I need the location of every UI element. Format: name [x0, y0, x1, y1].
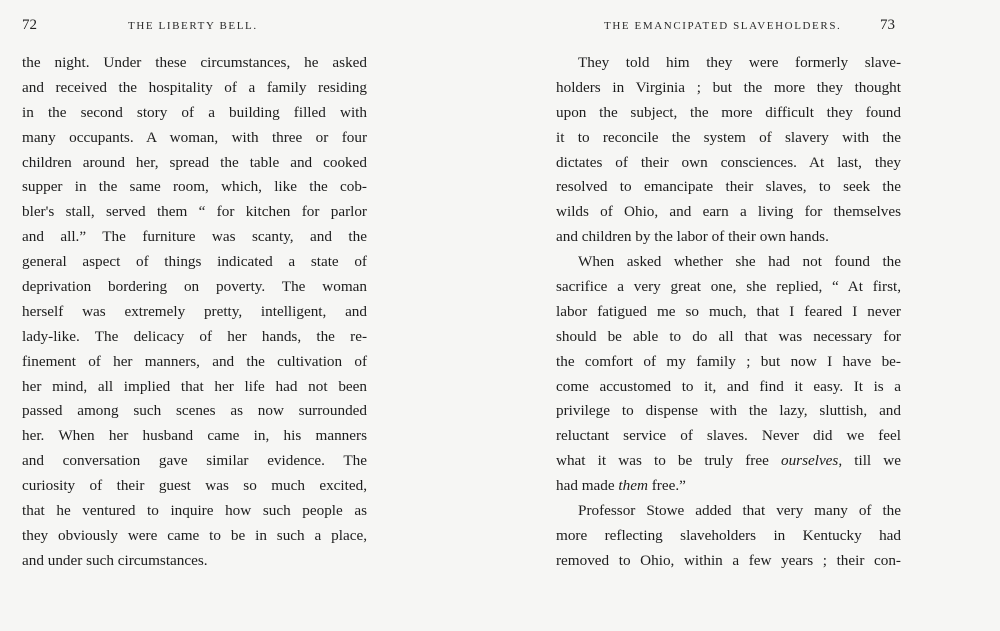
text-line: many occupants. A woman, with three or four [22, 128, 367, 146]
text-line: they obviously were came to be in such a place, [22, 526, 367, 544]
text-line: that he ventured to inquire how such people as [22, 502, 367, 520]
text-line [556, 449, 901, 474]
text-segment: , till we [838, 452, 901, 470]
text-line: herself was extremely pretty, intelligent, and [22, 302, 367, 320]
text-line: supper in the same room, which, like the cob- [22, 178, 367, 196]
italic-text: them [618, 477, 648, 495]
text-line: it to reconcile the system of slavery with the [556, 128, 901, 146]
text-line: more reflecting slaveholders in Kentucky had [556, 526, 901, 544]
text-segment: had made [556, 477, 615, 495]
text-line: Professor Stowe added that very many of the [578, 502, 901, 520]
text-segment: what it was to be truly free [556, 452, 769, 470]
text-line: and under such circumstances. [22, 551, 208, 569]
running-head: THE EMANCIPATED SLAVEHOLDERS. [604, 20, 842, 32]
text-line: reluctant service of slaves. Never did we feel [556, 427, 901, 445]
text-line: her mind, all implied that her life had not been [22, 377, 367, 395]
italic-text: ourselves [780, 452, 839, 470]
right-page [500, 0, 1000, 631]
text-line: passed among such scenes as now surrounded [22, 402, 367, 420]
text-line: the night. Under these circumstances, he asked [22, 54, 367, 71]
text-line: When asked whether she had not found the [578, 253, 901, 271]
text-line: her. When her husband came in, his manners [22, 427, 367, 445]
running-head: THE LIBERTY BELL. [128, 20, 258, 32]
page-number: 73 [880, 17, 895, 33]
text-line: lady-like. The delicacy of her hands, the re- [22, 327, 367, 345]
page-body [556, 51, 901, 574]
text-line: labor fatigued me so much, that I feared I never [556, 302, 901, 320]
text-line: removed to Ohio, within a few years ; their con- [556, 551, 901, 569]
text-line: and all.” The furniture was scanty, and the [22, 228, 367, 246]
text-line: privilege to dispense with the lazy, sluttish, and [556, 402, 901, 420]
text-line: in the second story of a building filled with [22, 103, 367, 121]
text-line: and conversation gave similar evidence. The [22, 452, 367, 470]
text-line: finement of her manners, and the cultivation of [22, 352, 367, 370]
text-line: dictates of their own consciences. At last, they [556, 153, 901, 171]
text-line: come accustomed to it, and find it easy. It is a [556, 377, 901, 395]
text-line: curiosity of their guest was so much excited, [22, 477, 367, 495]
text-line: upon the subject, the more difficult they found [556, 103, 901, 121]
text-line: and children by the labor of their own hands. [556, 228, 829, 246]
text-line: resolved to emancipate their slaves, to seek the [556, 178, 901, 196]
text-line: bler's stall, served them “ for kitchen for parlor [22, 203, 367, 221]
text-line: should be able to do all that was necessary for [556, 327, 901, 345]
text-line: general aspect of things indicated a state of [22, 253, 367, 271]
text-line: sacrifice a very great one, she replied, “ At first, [556, 278, 901, 296]
text-segment: free.” [647, 477, 686, 495]
page-number: 72 [22, 17, 37, 33]
text-line: the comfort of my family ; but now I have be- [556, 352, 901, 370]
text-line: children around her, spread the table and cooked [22, 153, 367, 171]
text-line: holders in Virginia ; but the more they thought [556, 78, 901, 96]
text-line: deprivation bordering on poverty. The woman [22, 278, 367, 296]
page-body [22, 51, 367, 574]
text-line: and received the hospitality of a family residing [22, 78, 367, 96]
text-line [556, 474, 901, 499]
text-line: They told him they were formerly slave- [578, 54, 901, 71]
text-line: wilds of Ohio, and earn a living for themselves [556, 203, 901, 221]
